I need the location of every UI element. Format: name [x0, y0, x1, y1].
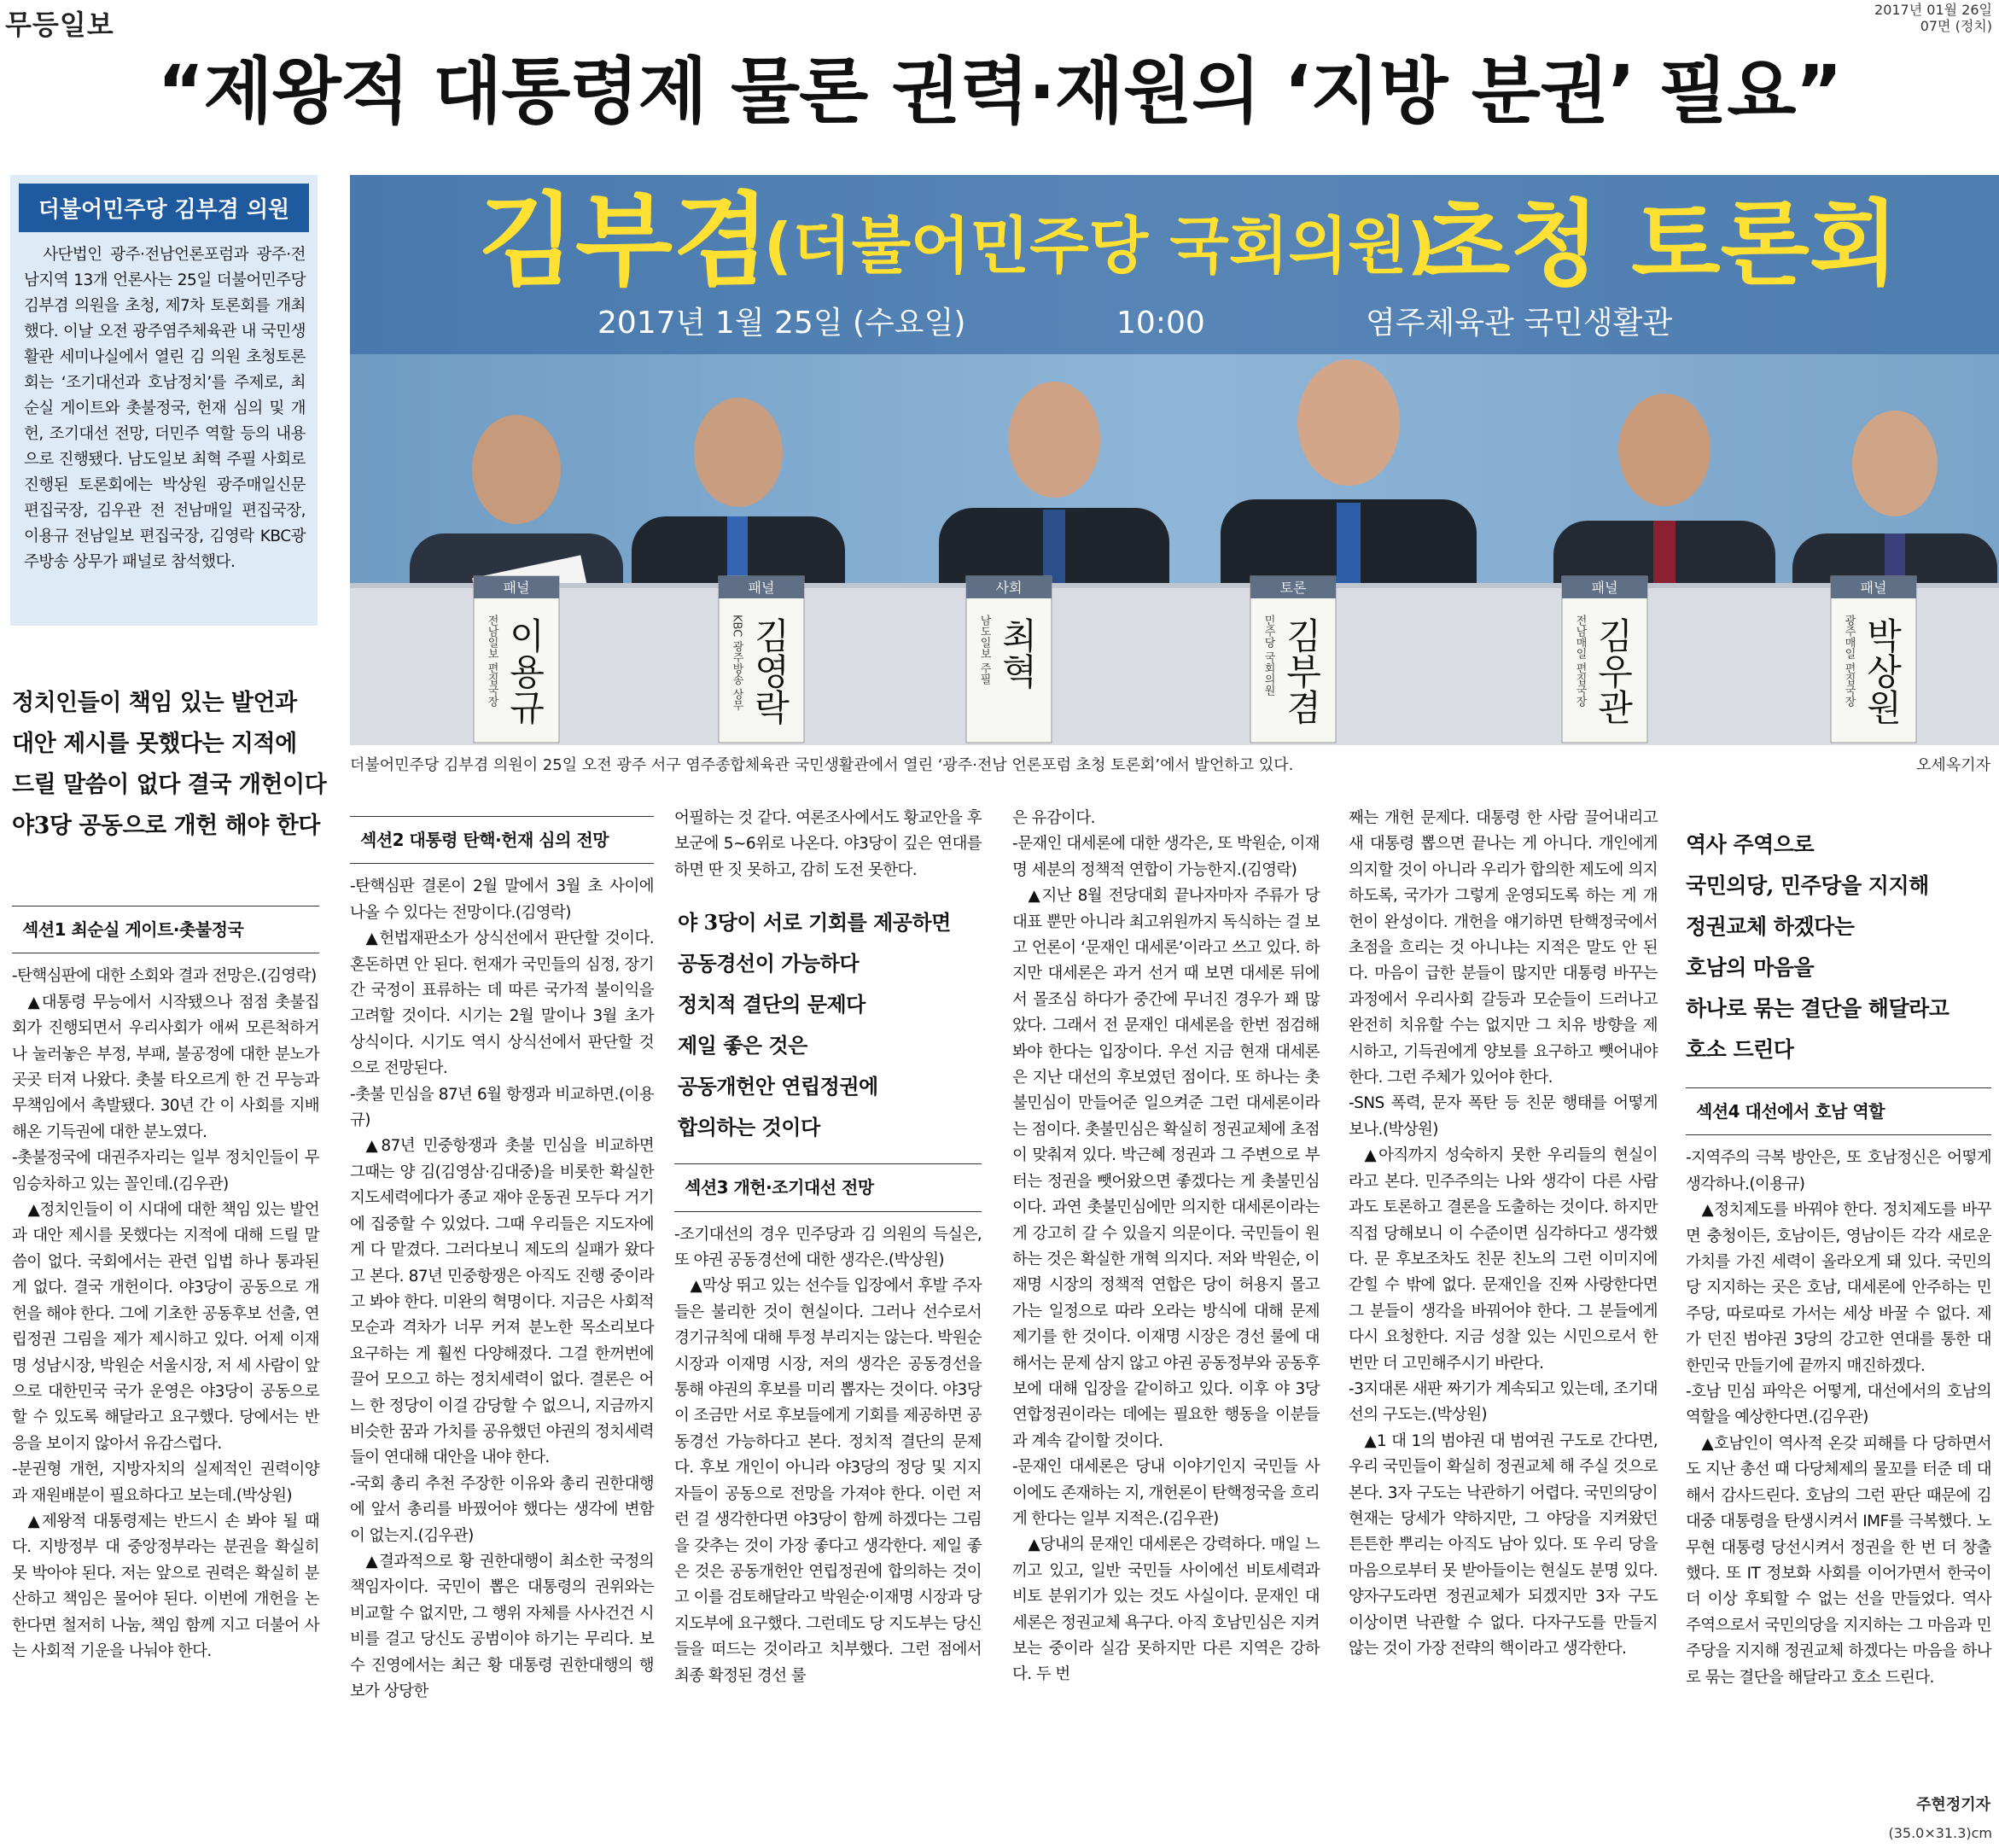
photo-credit: 오세옥기자: [1916, 756, 1990, 774]
banner-time: 10:00: [1116, 306, 1205, 341]
pullquote-middle: [678, 902, 982, 1148]
paragraph: ▲제왕적 대통령제는 반드시 손 봐야 될 때다. 지방정부 대 중앙정부라는 분권을 확실히 못 박아야 된다. 저는 앞으로 권력은 확실히 분산하고 책임은 물어야 된다. 이번에 개헌을 논한다면 철저히 나눔, 책임 함께 지고 더불어 사는 사회적 기운을 나눠야 한다.: [12, 1512, 319, 1660]
paragraph: ▲지난 8월 전당대회 끝나자마자 주류가 당 대표 뿐만 아니라 최고위원까지 독식하는 걸 보고 언론이 ‘문재인 대세론’이라고 쓰고 있다. 하지만 대세론은 과거 선거 때 보면 대세론 뒤에서 몰조심 하다가 중간에 무너진 경우가 꽤 많았다. 그래서 전 문재인 대세론을 한번 점검해봐야 한다는 입장이다. 우선 지금 현재 대세론은 지난 대선의 후보였던 점이다. 또 하나는 촛불민심이 만들어준 일으켜준 그런 대세론이라는 점이다. 촛불민심은 확실히 정권교체에 초점이 맞춰져 있다. 박근혜 정권과 그 주변으로 부터는 정권을 뺏어왔으면 좋겠다는 게 촛불민심이다. 과연 촛불민심에만 의지한 대세론이라는 게 강고히 갈 수 있을지 의문이다. 국민들이 원하는 것은 확실한 개혁 의지다. 저와 박원순, 이재명 시장의 정책적 연합은 당이 허용지 몰고 가는 일정으로 따라 오라는 방식에 대해 문제 제기를 한 것이다. 이재명 시장은 경선 룰에 대해서는 문제 삼지 않고 야권 공동정부와 공동후보에 대해 입장을 같이하고 있다. 이후 야 3당 연합정권이라는 데에는 필요한 행동을 이분들과 계속 같이할 것이다.: [1012, 887, 1320, 1450]
column-4: [1012, 806, 1320, 1688]
event-photo-illustration: [350, 175, 1999, 745]
placard-5-name: 김우관: [1592, 617, 1635, 725]
paragraph: -탄핵심판에 대한 소회와 결과 전망은.(김영락): [12, 967, 317, 986]
pullquote-line: 야3당 공동으로 개헌 해야 한다: [12, 813, 320, 839]
placard-2-role: 패널: [748, 580, 775, 596]
pullquote-line: 공동개헌안 연립정권에: [678, 1074, 878, 1099]
summary-box: [10, 175, 318, 626]
placard-4-name: 김부겸: [1280, 617, 1323, 725]
paragraph: 은 유감이다.: [1012, 809, 1095, 827]
paragraph: -SNS 폭력, 문자 폭탄 등 친문 행태를 어떻게 보나.(박상원): [1349, 1094, 1658, 1139]
paragraph: -3지대론 새판 짜기가 계속되고 있는데, 조기대선의 구도는.(박상원): [1349, 1379, 1658, 1425]
pullquote-line: 국민의당, 민주당을 지지해: [1686, 873, 1929, 898]
column-6: [1686, 818, 1991, 1691]
section-heading-3: 섹션3 개헌·조기대선 전망: [674, 1163, 982, 1211]
placard-6-affil: 광주매일 편집국장: [1842, 615, 1856, 708]
page-meta: [1874, 2, 1992, 34]
column-5: [1349, 806, 1658, 1662]
photo-caption: 더불어민주당 김부겸 의원이 25일 오전 광주 서구 염주종합체육관 국민생활관에서 열린 ‘광주·전남 언론포럼 초청 토론회’에서 발언하고 있다.: [350, 756, 1294, 774]
placard-4-role: 토론: [1279, 580, 1307, 596]
paragraph: -촛불 민심을 87년 6월 항쟁과 비교하면.(이용규): [350, 1085, 654, 1130]
paragraph: ▲막상 뛰고 있는 선수들 입장에서 후발 주자들은 불리한 것이 현실이다. 그러나 선수로서 경기규칙에 대해 투정 부리지는 않는다. 박원순 시장과 이재명 시장, 저의 생각은 공동경선을 통해 야권의 후보를 미리 뽑자는 것이다. 야3당이 조금만 서로 후보들에게 기회를 제공하면 공동경선 가능하다고 본다. 정치적 결단의 문제다. 후보 개인이 아니라 야3당의 정당 및 지지자들이 공동으로 전망을 가져야 한다. 이런 저런 걸 생각한다면 야3당이 함께 하겠다는 그림을 갖추는 것이 가장 좋다고 생각한다. 제일 좋은 것은 공동개헌안 연립정권에 합의하는 것이고 이를 검토해달라고 박원순·이재명 시장과 당 지도부에 요구했다. 그런데도 당 지도부는 당신들을 떠드는 것이라고 치부했다. 그런 점에서 최종 확정된 경선 룰: [674, 1277, 982, 1685]
placard-3-role: 사회: [995, 580, 1023, 596]
page-number: 07면 (정치): [1920, 18, 1992, 34]
section-heading-2: 섹션2 대통령 탄핵·헌재 심의 전망: [350, 816, 654, 864]
pullquote-line: 합의하는 것이다: [678, 1115, 820, 1140]
paragraph: ▲아직까지 성숙하지 못한 우리들의 현실이라고 본다. 민주주의는 나와 생각이 다른 사람과도 토론하고 결론을 도출하는 것이다. 하지만 직접 당해보니 이 수준이면 심각하다고 생각했다. 문 후보조차도 친문 친노의 그런 이미지에 갇힐 수 밖에 없다. 문재인을 진짜 사랑한다면 그 분들이 생각을 바꿔어야 한다. 그 분들에게 다시 요청한다. 지금 성찰 있는 시민으로서 한 번만 더 고민해주시기 바란다.: [1349, 1146, 1658, 1373]
placard-2-affil: KBC 광주방송 상무: [730, 615, 743, 711]
pullquote-line: 정치적 결단의 문제다: [678, 992, 865, 1017]
paragraph: -문재인 대세론에 대한 생각은, 또 박원순, 이재명 세분의 정책적 연합이 가능한지.(김영락): [1012, 835, 1320, 879]
pullquote-line: 제일 좋은 것은: [678, 1033, 807, 1058]
paragraph: -탄핵심판 결론이 2월 말에서 3월 초 사이에 나올 수 있다는 전망이다.(김영락): [350, 877, 654, 922]
masthead: 무등일보: [5, 9, 114, 41]
paragraph: 어필하는 것 같다. 여론조사에서도 황교안을 후보군에 5~6위로 나온다. 야3당이 깊은 연대를 하면 딴 짓 못하고, 감히 도전 못한다.: [674, 809, 982, 879]
pullquote-line: 드릴 말씀이 없다 결국 개헌이다: [12, 772, 327, 798]
paragraph: -조기대선의 경우 민주당과 김 의원의 득실은, 또 야권 공동경선에 대한 생각은.(박상원): [674, 1225, 982, 1270]
pullquote-line: 야 3당이 서로 기회를 제공하면: [678, 910, 951, 936]
summary-box-title: 더불어민주당 김부겸 의원: [19, 184, 309, 232]
placard-6-role: 패널: [1860, 580, 1887, 596]
pullquote-line: 대안 제시를 못했다는 지적에: [12, 731, 297, 757]
placard-5-affil: 전남매일 편집국장: [1573, 615, 1587, 708]
paragraph: ▲헌법재판소가 상식선에서 판단할 것이다. 혼돈하면 안 된다. 헌재가 국민들의 심정, 장기간 국정이 표류하는 데 따른 국가적 불이익을 고려할 것이다. 시기는 2월 말이나 3월 초가 상식이다. 시기도 역시 상식선에서 판단할 것으로 전망된다.: [350, 930, 654, 1078]
issue-date: 2017년 01월 26일: [1874, 2, 1992, 18]
paragraph: -지역주의 극복 방안은, 또 호남정신은 어떻게 생각하나.(이용규): [1686, 1149, 1991, 1193]
pullquote-line: 하나로 묶는 결단을 해달라고: [1686, 996, 1949, 1021]
clipping-dimension: (35.0×31.3)cm: [1888, 1825, 1992, 1841]
section-heading-1: 섹션1 최순실 게이트·촛불정국: [12, 906, 319, 953]
banner-title: 김부겸: [478, 182, 770, 300]
paragraph: ▲87년 민중항쟁과 촛불 민심을 비교하면 그때는 양 김(김영삼·김대중)을 비롯한 확실한 지도세력에다가 종교 재야 운동권 모두다 거기에 집중할 수 있었다. 그때 우리들은 지도자에게 다 맡겼다. 그러다보니 제도의 실패가 왔다고 본다. 87년 민중항쟁은 아직도 진행 중이라고 봐야 한다. 미완의 혁명이다. 지금은 사회적 모순과 격차가 너무 커져 분노한 목소리보다 요구하는 게 훨씬 다양해졌다. 그걸 한꺼번에 끌어 모으고 하는 정치세력이 없다. 결론은 어느 한 정당이 이걸 감당할 수 없으니, 지금까지 비슷한 꿈과 가치를 공유했던 야권의 정치세력들이 연대해 대안을 내야 한다.: [350, 1137, 654, 1467]
column-2: [350, 811, 654, 1705]
event-photo: [350, 175, 1999, 745]
summary-box-body: 사단법인 광주·전남언론포럼과 광주·전남지역 13개 언론사는 25일 더불어민주당 김부겸 의원을 초청, 제7차 토론회를 개최했다. 이날 오전 광주염주체육관 내 국민생활관 세미나실에서 열린 김 의원 초청토론회는 ‘조기대선과 호남정치’를 주제로, 최순실 게이트와 촛불정국, 헌재 심의 및 개헌, 조기대선 전망, 더민주 역할 등의 내용으로 진행됐다. 남도일보 최혁 주필 사회로 진행된 토론회에는 박상원 광주매일신문 편집국장, 김우관 전 전남매일 편집국장, 이용규 전남일보 편집국장, 김영락 KBC광주방송 상무가 패널로 참석했다.: [24, 246, 306, 571]
paragraph: 째는 개헌 문제다. 대통령 한 사람 끌어내리고 새 대통령 뽑으면 끝나는 게 아니다. 개인에게 의지할 것이 아니라 우리가 합의한 제도에 의지하도록, 국가가 그렇게 운영되도록 하는 게 개헌이 완성이다. 개헌을 얘기하면 탄핵정국에서 초점을 흐리는 것 아니냐는 지적은 말도 안 된다. 마음이 급한 분들이 많지만 대통령 바꾸는 과정에서 우리사회 갈등과 모순들이 드러나고 완전히 치유할 수는 없지만 그 치유 방향을 제시하고, 기득권에게 양보를 요구하고 뺏어내야 한다. 그런 주체가 있어야 한다.: [1349, 809, 1658, 1087]
bottom-credit: 주현정기자: [1916, 1796, 1990, 1814]
paragraph: -문재인 대세론은 당내 이야기인지 국민들 사이에도 존재하는 지, 개헌론이 탄핵정국을 흐리게 한다는 일부 지적은.(김우관): [1012, 1458, 1320, 1528]
pullquote-line: 호소 드린다: [1686, 1037, 1794, 1062]
pullquote-right: [1686, 825, 1991, 1070]
section-heading-4: 섹션4 대선에서 호남 역할: [1686, 1087, 1991, 1135]
placard-1-name: 이용규: [504, 617, 546, 725]
pullquote-left: [12, 683, 326, 847]
paragraph: -분권형 개헌, 지방자치의 실제적인 권력이양과 재원배분이 필요하다고 보는데.(박상원): [12, 1460, 319, 1505]
placard-3-affil: 남도일보 주필: [977, 615, 991, 685]
column-3: [674, 806, 982, 1689]
paragraph: ▲정치제도를 바꿔야 한다. 정치제도를 바꾸면 충청이든, 호남이든, 영남이든 각각 새로운 가치를 가진 세력이 올라오게 돼 있다. 국민의당 지지하는 곳은 호남, 대세론에 안주하는 민주당, 따로따로 가서는 세상 바꿀 수 없다. 제가 던진 범야권 3당의 강고한 연대를 통한 대한민국 만들기에 끝까지 매진하겠다.: [1686, 1201, 1991, 1375]
banner-venue: 염주체육관 국민생활관: [1366, 306, 1673, 341]
paragraph: ▲대통령 무능에서 시작됐으나 점점 촛불집회가 진행되면서 우리사회가 애써 모른척하거나 눌러놓은 부정, 부패, 불공정에 대한 분노가 곳곳 터져 나왔다. 촛불 타오르게 한 건 무능과 무책임에서 촉발됐다. 30년 간 이 사회를 지배해온 기득권에 대한 분노였다.: [12, 993, 319, 1141]
paragraph: ▲결과적으로 황 권한대행이 최소한 국정의 책임자이다. 국민이 뽑은 대통령의 권위와는 비교할 수 없지만, 그 행위 자체를 사사건건 시비를 걸고 당신도 공범이야 하기는 무리다. 보수 진영에서는 최근 황 대통령 권한대행의 행보가 상당한: [350, 1552, 654, 1700]
paragraph: ▲1 대 1의 범야권 대 범여권 구도로 간다면, 우리 국민들이 확실히 정권교체 해 주실 것으로 본다. 3자 구도는 낙관하기 어렵다. 국민의당이 현재는 당세가 약하지만, 그 야당을 지켜왔던 튼튼한 뿌리는 아직도 남아 있다. 또 우리 당을 마음으로부터 못 받아들이는 현실도 분명 있다. 양자구도라면 정권교체가 되겠지만 3자 구도 이상이면 낙관할 수 없다. 다자구도를 만들지 않는 것이 가장 전략의 핵이라고 생각한다.: [1349, 1431, 1658, 1658]
paragraph: ▲호남인이 역사적 온갖 피해를 다 당하면서도 지난 총선 때 다당체제의 물꼬를 터준 데 대해서 감사드린다. 호남의 그런 판단 때문에 김대중 대통령을 탄생시켜서 IMF를 극복했다. 노무현 대통령 당선시켜서 정권을 한 번 더 창출했다. 또 IT 정보화 사회를 이어가면서 한국이 더 이상 후퇴할 수 없는 선을 만들었다. 역사 주역으로서 국민의당을 지지하는 그 마음과 민주당을 지지해 정권교체 하겠다는 마음을 하나로 묶는 결단을 해달라고 호소 드린다.: [1686, 1434, 1991, 1687]
pullquote-line: 호남의 마음을: [1686, 955, 1815, 980]
placard-1-affil: 전남일보 편집국장: [485, 615, 498, 708]
headline: “제왕적 대통령제 물론 권력·재원의 ‘지방 분권’ 필요”: [157, 50, 1842, 133]
placard-6-name: 박상원: [1861, 617, 1903, 725]
paragraph: -호남 민심 파악은 어떻게, 대선에서의 호남의 역할을 예상한다면.(김우관): [1686, 1383, 1991, 1427]
banner-event: 초청 토론회: [1421, 191, 1899, 298]
placard-4-affil: 민주당 국회의원: [1262, 615, 1275, 697]
placard-2-name: 김영락: [749, 617, 791, 725]
placard-1-role: 패널: [503, 580, 530, 596]
pullquote-line: 정권교체 하겠다는: [1686, 914, 1855, 939]
banner-affiliation: (더불어민주당 국회의원): [764, 210, 1436, 282]
column-1: [12, 901, 319, 1664]
paragraph: -촛불정국에 대권주자리는 일부 정치인들이 무임승차하고 있는 꼴인데.(김우관): [12, 1149, 319, 1193]
placard-3-name: 최혁: [996, 617, 1039, 689]
pullquote-line: 정치인들이 책임 있는 발언과: [12, 690, 297, 716]
paragraph: -국회 총리 추천 주장한 이유와 총리 권한대행에 앞서 총리를 바꿨어야 했다는 생각에 변함이 없는지.(김우관): [350, 1474, 654, 1545]
placard-5-role: 패널: [1591, 580, 1618, 596]
paragraph: ▲당내의 문재인 대세론은 강력하다. 매일 느끼고 있고, 일반 국민들 사이에선 비토세력과 비토 분위기가 있는 것도 사실이다. 문재인 대세론은 정권교체 욕구다. 아직 호남민심은 지켜보는 중이라 실감 못하지만 다른 지역은 강하다. 두 번: [1012, 1536, 1320, 1684]
pullquote-line: 역사 주역으로: [1686, 832, 1815, 857]
pullquote-line: 공동경선이 가능하다: [678, 951, 860, 976]
paragraph: ▲정치인들이 이 시대에 대한 책임 있는 발언과 대안 제시를 못했다는 지적에 대해 드릴 말씀이 없다. 국회에서는 관련 입법 하나 통과된 게 없다. 결국 개헌이다. 야3당이 공동으로 개헌을 해야 한다. 그에 기초한 공동후보 선출, 연립정권 그림을 제가 제시하고 있다. 어제 이재명 성남시장, 박원순 서울시장, 저 세 사람이 앞으로 대한민국 국가 운영은 야3당이 공동으로 할 수 있도록 해달라고 요구했다. 당에서는 반응을 보이지 않아서 유감스럽다.: [12, 1201, 319, 1453]
banner-date: 2017년 1월 25일 (수요일): [597, 306, 966, 341]
